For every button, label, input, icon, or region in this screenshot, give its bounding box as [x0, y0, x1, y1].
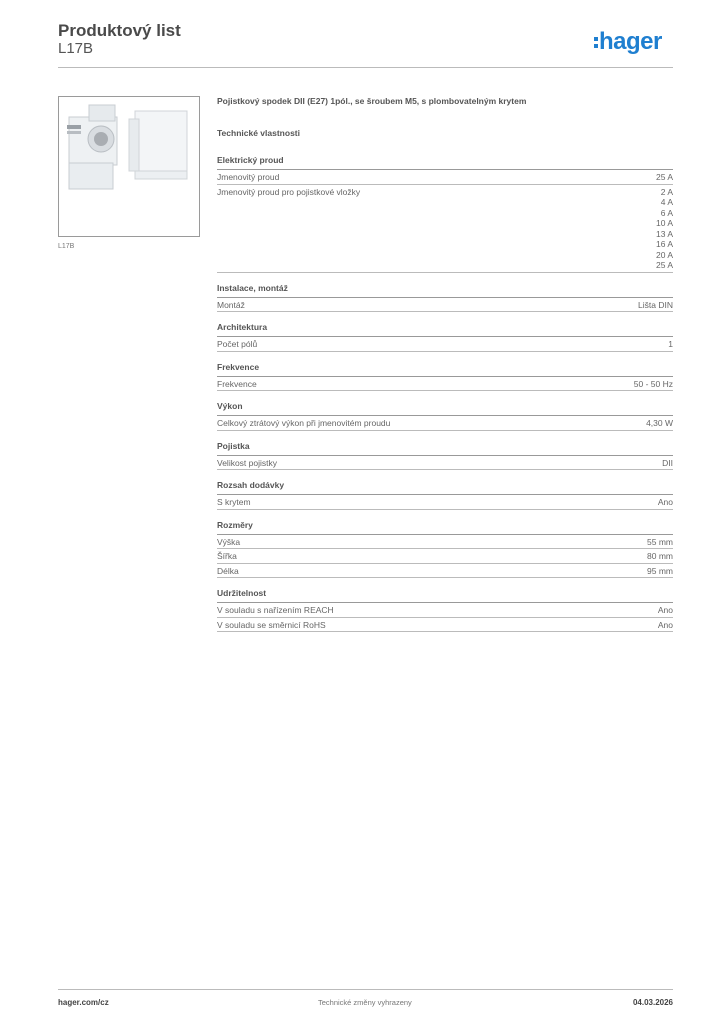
spec-value: Ano [657, 619, 673, 630]
section-heading: Frekvence [217, 362, 673, 377]
spec-section [217, 362, 673, 392]
spec-label: S krytem [217, 497, 251, 507]
spec-section [217, 480, 673, 510]
spec-row [217, 456, 673, 471]
spec-row [217, 495, 673, 510]
spec-section [217, 322, 673, 352]
spec-value: 25 A [655, 260, 673, 270]
spec-value: 95 mm [647, 565, 673, 576]
spec-sections [217, 155, 673, 632]
specs-title: Technické vlastnosti [217, 128, 300, 138]
spec-values [658, 620, 673, 631]
fuse-base-illustration [59, 97, 199, 236]
spec-section [217, 283, 673, 313]
spec-value: 80 mm [647, 551, 673, 561]
spec-value: 25 A [655, 172, 673, 182]
spec-row [217, 170, 673, 185]
spec-value: DII [662, 457, 673, 468]
product-description: Pojistkový spodek DII (E27) 1pól., se šroubem M5, s plombovatelným krytem [217, 96, 527, 106]
spec-values [647, 566, 673, 577]
section-heading: Instalace, montáž [217, 283, 673, 298]
spec-label: V souladu se směrnicí RoHS [217, 619, 326, 630]
footer-website: hager.com/cz [58, 998, 109, 1007]
spec-values [668, 339, 673, 350]
spec-values [634, 379, 673, 390]
spec-row [217, 564, 673, 579]
spec-values [656, 187, 673, 271]
spec-label: Jmenovitý proud [217, 172, 280, 182]
spec-values [647, 551, 673, 562]
spec-value: 55 mm [647, 536, 673, 547]
spec-label: Montáž [217, 299, 245, 310]
spec-label: Frekvence [217, 378, 257, 389]
spec-row [217, 535, 673, 550]
section-heading: Rozsah dodávky [217, 480, 673, 495]
spec-section [217, 441, 673, 471]
spec-values [658, 605, 673, 616]
page-title: Produktový list [58, 21, 181, 40]
spec-value: 4 A [660, 197, 673, 207]
spec-row [217, 298, 673, 313]
spec-value: Ano [657, 605, 673, 615]
header-divider [58, 67, 673, 68]
product-image [58, 96, 200, 237]
spec-values [647, 537, 673, 548]
section-heading: Rozměry [217, 520, 673, 535]
spec-value: 13 A [655, 228, 673, 239]
section-heading: Udržitelnost [217, 588, 673, 603]
footer-date: 04.03.2026 [632, 998, 673, 1007]
section-heading: Výkon [217, 401, 673, 416]
spec-values [646, 418, 673, 429]
spec-value: 1 [668, 339, 673, 349]
spec-values [662, 458, 673, 469]
spec-row [217, 618, 673, 633]
spec-label: Šířka [217, 551, 237, 561]
spec-row [217, 337, 673, 352]
spec-values [638, 300, 673, 311]
section-heading: Architektura [217, 322, 673, 337]
spec-section [217, 401, 673, 431]
spec-row [217, 603, 673, 618]
spec-label: Délka [217, 565, 239, 576]
spec-section [217, 588, 673, 632]
spec-value: 10 A [655, 218, 673, 228]
spec-label: Výška [217, 536, 241, 547]
spec-label: Jmenovitý proud pro pojistkové vložky [217, 186, 361, 197]
spec-value: 50 - 50 Hz [633, 378, 673, 389]
spec-value: 2 A [660, 186, 673, 197]
product-code: L17B [58, 40, 94, 57]
spec-value: Lišta DIN [638, 299, 673, 310]
spec-value: 20 A [655, 249, 673, 260]
spec-section [217, 520, 673, 579]
spec-value: 6 A [660, 207, 673, 218]
section-heading: Pojistka [217, 441, 673, 456]
specs-table [217, 128, 673, 642]
spec-row [217, 549, 673, 564]
spec-row [217, 377, 673, 392]
spec-label: Počet pólů [217, 339, 258, 349]
spec-values [658, 497, 673, 508]
spec-row [217, 185, 673, 273]
logo-dots-icon [594, 34, 598, 51]
spec-label: V souladu s nařízením REACH [217, 605, 334, 615]
spec-label: Velikost pojistky [217, 457, 277, 468]
spec-label: Celkový ztrátový výkon při jmenovitém proudu [217, 418, 391, 428]
spec-section [217, 155, 673, 273]
section-heading: Elektrický proud [217, 155, 673, 170]
spec-row [217, 416, 673, 431]
spec-values [656, 172, 673, 183]
hager-logo: hager [594, 28, 662, 56]
image-caption: L17B [58, 243, 75, 250]
footer-note: Technické změny vyhrazeny [318, 998, 412, 1007]
spec-value: 4,30 W [646, 418, 673, 428]
spec-value: 16 A [655, 239, 673, 249]
spec-value: Ano [657, 497, 673, 507]
footer-divider [58, 989, 673, 990]
